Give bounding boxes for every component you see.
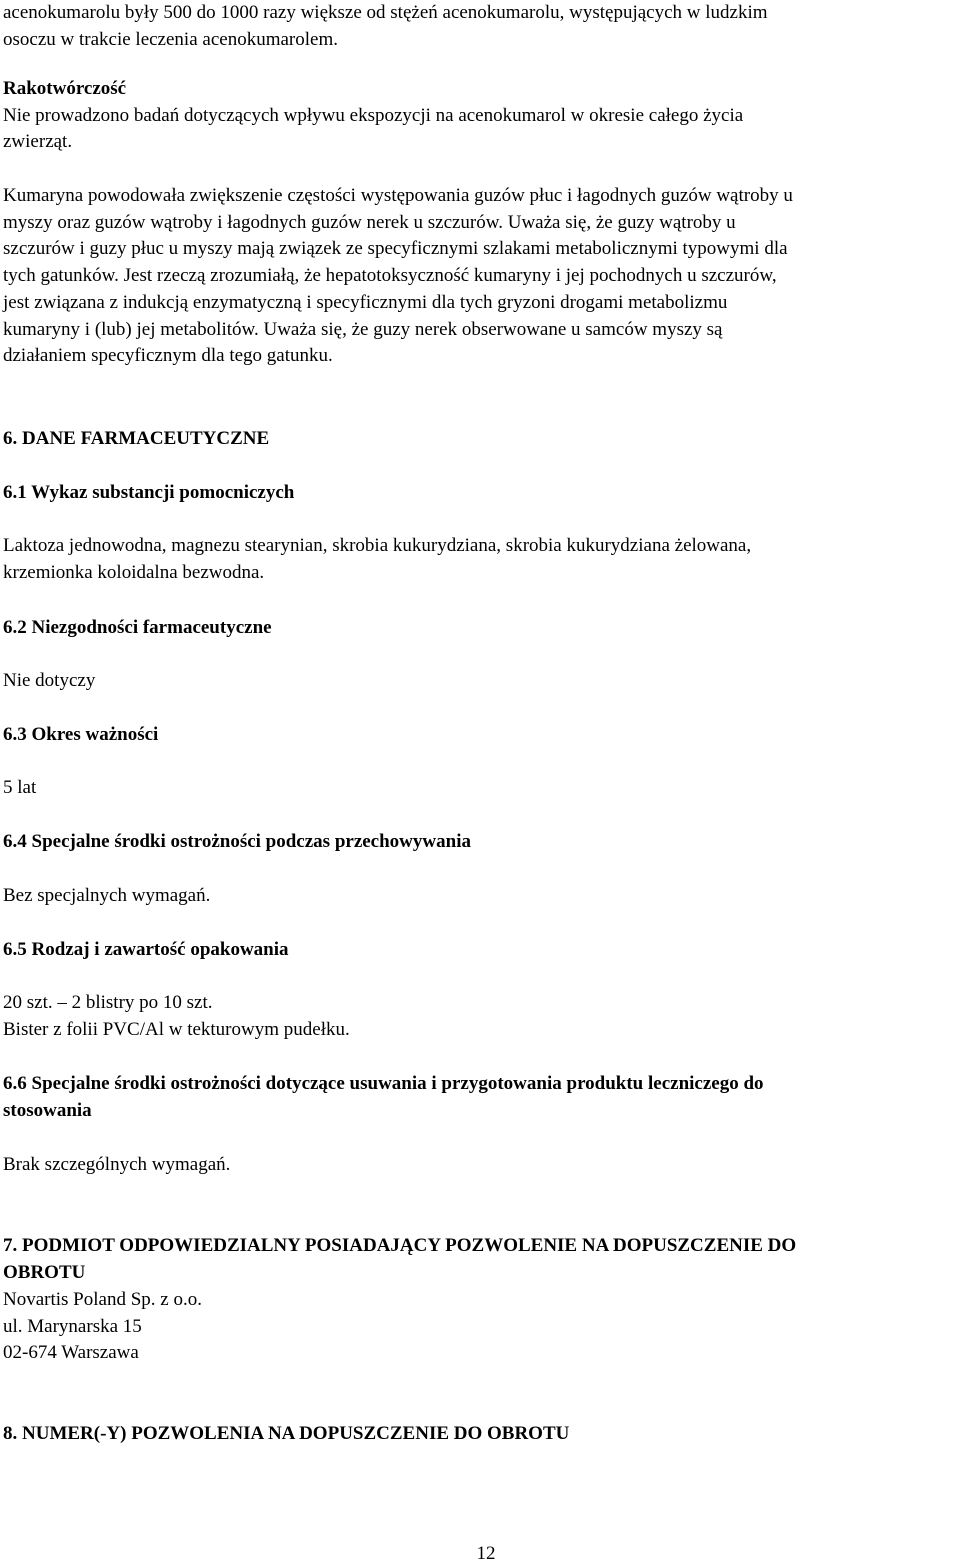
heading-line: 6.6 Specjalne środki ostrożności dotyczące usuwania i przygotowania produktu leczniczego do [3,1073,764,1094]
kumaryna-paragraph [3,183,960,370]
section-6-1-body [3,533,960,586]
heading-line: 7. PODMIOT ODPOWIEDZIALNY POSIADAJĄCY POZWOLENIE NA DOPUSZCZENIE DO [3,1235,797,1256]
text-line: 20 szt. – 2 blistry po 10 szt. [3,992,213,1013]
section-8-heading: 8. NUMER(-Y) POZWOLENIA NA DOPUSZCZENIE DO OBROTU [3,1423,570,1444]
section-7-address [3,1287,960,1367]
address-line: Novartis Poland Sp. z o.o. [3,1289,202,1310]
section-6-3-heading: 6.3 Okres ważności [3,724,159,745]
section-6-3-body: 5 lat [3,777,37,798]
text-line: tych gatunków. Jest rzeczą zrozumiałą, że hepatotoksyczność kumaryny i jej pochodnych u szczurów, [3,265,777,287]
text-line: kumaryny i (lub) jej metabolitów. Uważa się, że guzy nerek obserwowane u samców myszy są [3,318,723,340]
section-6-5-heading: 6.5 Rodzaj i zawartość opakowania [3,939,289,960]
address-line: 02-674 Warszawa [3,1342,139,1364]
text-line: szczurów i guzy płuc u myszy mają związek ze specyficznymi szlakami metabolicznymi typowymi dla [3,238,788,260]
section-6-4-body: Bez specjalnych wymagań. [3,885,211,906]
text-line: myszy oraz guzów wątroby i łagodnych guzów nerek u szczurów. Uważa się, że guzy wątroby u [3,211,736,233]
page-number: 12 [476,1543,496,1564]
section-6-6-body: Brak szczególnych wymagań. [3,1154,231,1175]
section-6-2-heading: 6.2 Niezgodności farmaceutyczne [3,617,272,638]
heading-line: OBROTU [3,1261,86,1283]
section-6-heading: 6. DANE FARMACEUTYCZNE [3,428,270,449]
text-line: Laktoza jednowodna, magnezu stearynian, skrobia kukurydziana, skrobia kukurydziana żelowana, [3,535,752,556]
address-line: ul. Marynarska 15 [3,1315,142,1337]
text-line: zwierząt. [3,131,73,153]
heading-line: stosowania [3,1099,92,1121]
carcinogenicity-section [3,76,960,156]
section-7-heading [3,1233,960,1286]
section-6-4-heading: 6.4 Specjalne środki ostrożności podczas przechowywania [3,831,471,852]
text-line: acenokumarolu były 500 do 1000 razy większe od stężeń acenokumarolu, występujących w ludzkim [3,2,768,23]
intro-paragraph [3,0,960,53]
text-line: jest związana z indukcją enzymatyczną i specyficznymi dla tych gryzoni drogami metabolizmu [3,291,728,313]
text-line: Nie prowadzono badań dotyczących wpływu ekspozycji na acenokumarol w okresie całego życia [3,104,744,126]
text-line: działaniem specyficznym dla tego gatunku. [3,345,333,367]
text-line: Bister z folii PVC/Al w tekturowym pudełku. [3,1018,350,1040]
section-6-6-heading [3,1071,960,1124]
text-line: osoczu w trakcie leczenia acenokumarolem. [3,28,338,50]
section-6-2-body: Nie dotyczy [3,670,96,691]
section-6-5-body [3,990,960,1043]
document-page [3,0,960,1565]
text-line: krzemionka koloidalna bezwodna. [3,561,265,583]
section-6-1-heading: 6.1 Wykaz substancji pomocniczych [3,482,295,503]
text-line: Kumaryna powodowała zwiększenie częstości występowania guzów płuc i łagodnych guzów wątroby u [3,185,793,206]
subsection-heading: Rakotwórczość [3,78,127,99]
